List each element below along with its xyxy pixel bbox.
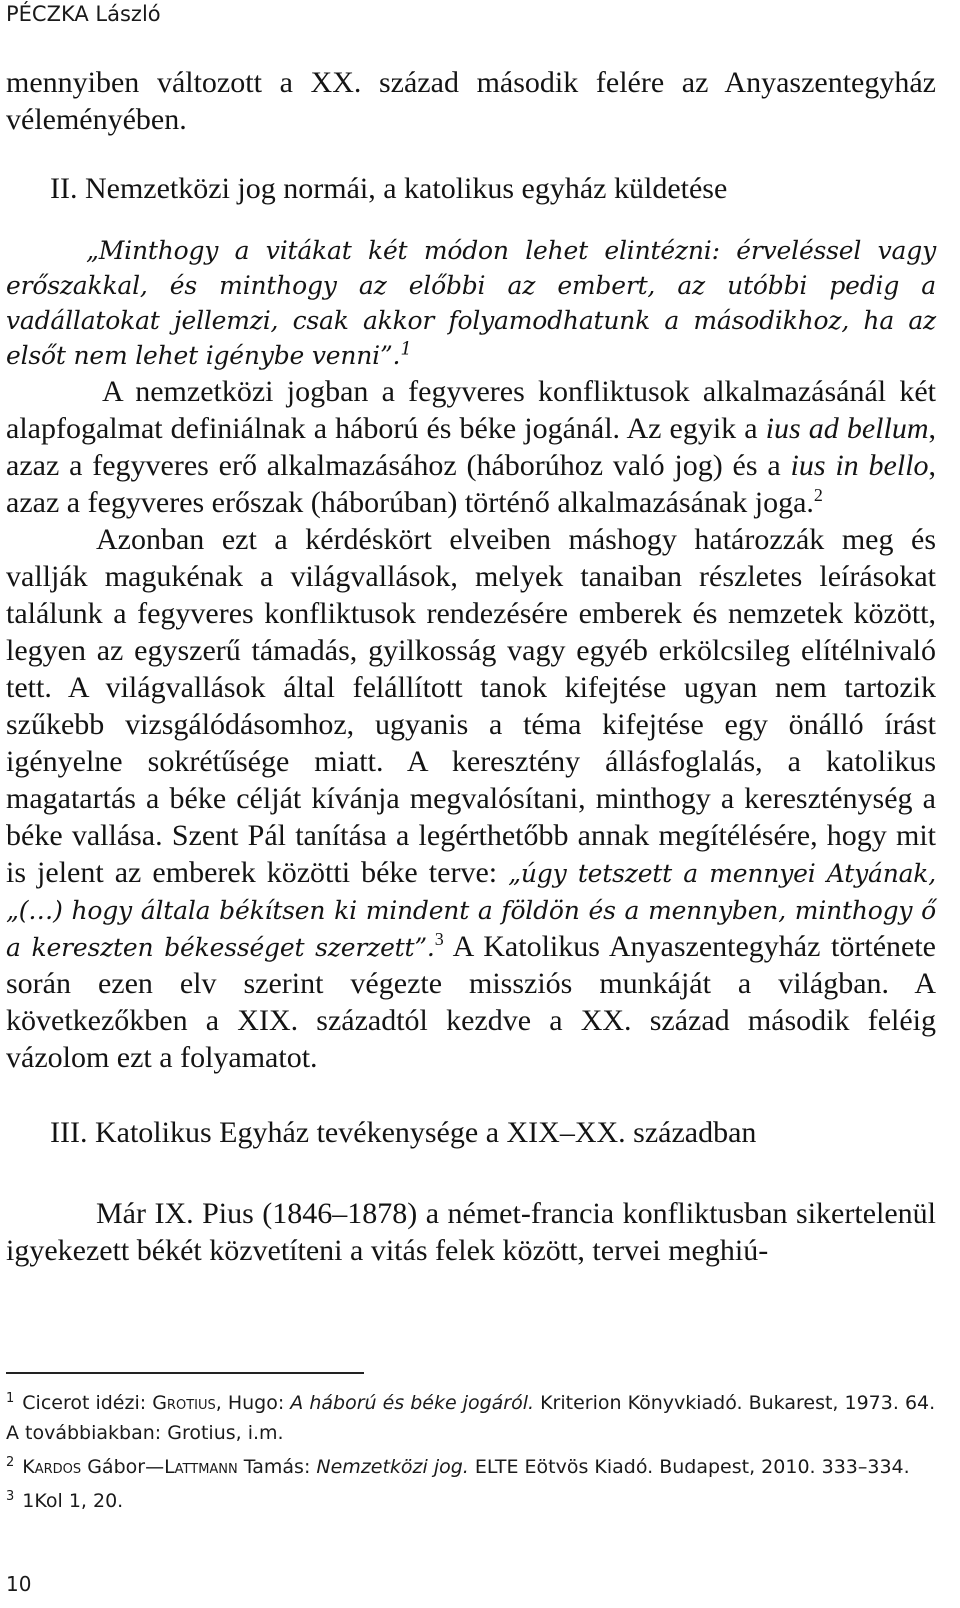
author-name: Kardos (22, 1456, 82, 1478)
text-run: A nemzetközi jogban a fegyveres konfliktusok alkalmazásánál két alapfogalmat definiálnak a háború és béke jogánál. Az egyik a (6, 375, 936, 445)
text-run: A Katolikus Anyaszentegyház története során ezen elv szerint végezte missziós munkáját a világban. A következőkben a XIX. századtól kezdve a XX. század második feléig vázolom ezt a folyamatot. (6, 930, 936, 1074)
footnotes (6, 1388, 936, 1520)
latin-term: ius ad bellum (765, 412, 929, 445)
text-run: 1Kol 1, 20. (22, 1490, 124, 1512)
section-heading-3 (6, 1114, 936, 1151)
section-heading-2 (6, 170, 936, 207)
author-name: Grotius (152, 1392, 216, 1414)
footnote-ref: 2 (813, 485, 823, 505)
author-name: Lattmann (164, 1456, 238, 1478)
section-title: Nemzetközi jog normái, a katolikus egyház küldetése (84, 172, 728, 205)
text-run: Kriterion Könyvkiadó. Bukarest, 1973. 64. A továbbiakban: Grotius, i.m. (6, 1392, 936, 1444)
footnote-separator (6, 1372, 364, 1374)
footnote-ref: 1 (400, 338, 412, 360)
text-run: Tamás: (237, 1456, 317, 1478)
epigraph-quote (6, 233, 936, 373)
paragraph (6, 373, 936, 521)
section-title: Katolikus Egyház tevékenysége a XIX–XX. században (94, 1116, 757, 1149)
footnote-2 (6, 1452, 936, 1482)
body-text (6, 64, 936, 1269)
text-run: , Hugo: (215, 1392, 291, 1414)
work-title: A háború és béke jogáról. (290, 1392, 535, 1414)
text-run: Cicerot idézi: (22, 1392, 153, 1414)
footnote-number: 1 (6, 1390, 15, 1406)
footnote-3 (6, 1486, 936, 1516)
quote-text: „Minthogy a vitákat két módon lehet elintézni: érveléssel vagy erőszakkal, és minthogy az előbbi az embert, az utóbbi pedig a vadállatokat jellemzi, csak akkor folyamodhatunk a másodikhoz, ha az elsőt nem lehet igénybe venni”. (6, 236, 936, 370)
inline-quote: „úgy tetszett a mennyei Atyának, „(…) hogy általa békítsen ki mindent a földön és a mennyben, minthogy ő a kereszten békességet szerzett”. (6, 859, 936, 962)
latin-term: ius in bello (790, 449, 929, 482)
text-run: ELTE Eötvös Kiadó. Budapest, 2010. 333–334. (468, 1456, 910, 1478)
text-run: , azaz a fegyveres erő alkalmazásához (háborúhoz való jog) és a (6, 412, 936, 482)
footnote-number: 3 (6, 1488, 15, 1504)
intro-paragraph: mennyiben változott a XX. század második felére az Anyaszentegyház véleményében. (6, 66, 936, 136)
text-run: Gábor— (81, 1456, 165, 1478)
running-head: PÉCZKA László (6, 2, 161, 26)
work-title: Nemzetközi jog. (316, 1456, 469, 1478)
footnote-number: 2 (6, 1454, 15, 1470)
paragraph: Már IX. Pius (1846–1878) a német-francia konfliktusban sikertelenül igyekezett békét közvetíteni a vitás felek között, tervei meghiú- (6, 1197, 936, 1267)
paragraph (6, 521, 936, 1076)
text-run: Azonban ezt a kérdéskört elveiben máshogy határozzák meg és vallják magukénak a világvallások, melyek tanaiban részletes leírásokat találunk a fegyveres konfliktusok rendezésére emberek és nemzetek között, legyen az egyszerű támadás, gyilkosság vagy egyéb erkölcsileg elítélnivaló tett. A világvallások által felállított tanok kifejtése ugyan nem tartozik szűkebb vizsgálódásomhoz, ugyanis a téma kifejtése egy önálló írást igényelne sokrétűsége miatt. A keresztény állásfoglalás, a katolikus magatartás a béke célját kívánja megvalósítani, minthogy a kereszténység a béke vallása. Szent Pál tanítása a legérthetőbb annak megítélésére, hogy mit is jelent az emberek közötti béke terve: (6, 523, 936, 889)
page-number: 10 (6, 1572, 32, 1596)
footnote-1 (6, 1388, 936, 1448)
section-numeral: III. (50, 1116, 88, 1149)
text-run: , azaz a fegyveres erőszak (háborúban) történő alkalmazásának joga. (6, 449, 936, 519)
section-numeral: II. (50, 172, 78, 205)
footnote-ref: 3 (434, 929, 444, 949)
